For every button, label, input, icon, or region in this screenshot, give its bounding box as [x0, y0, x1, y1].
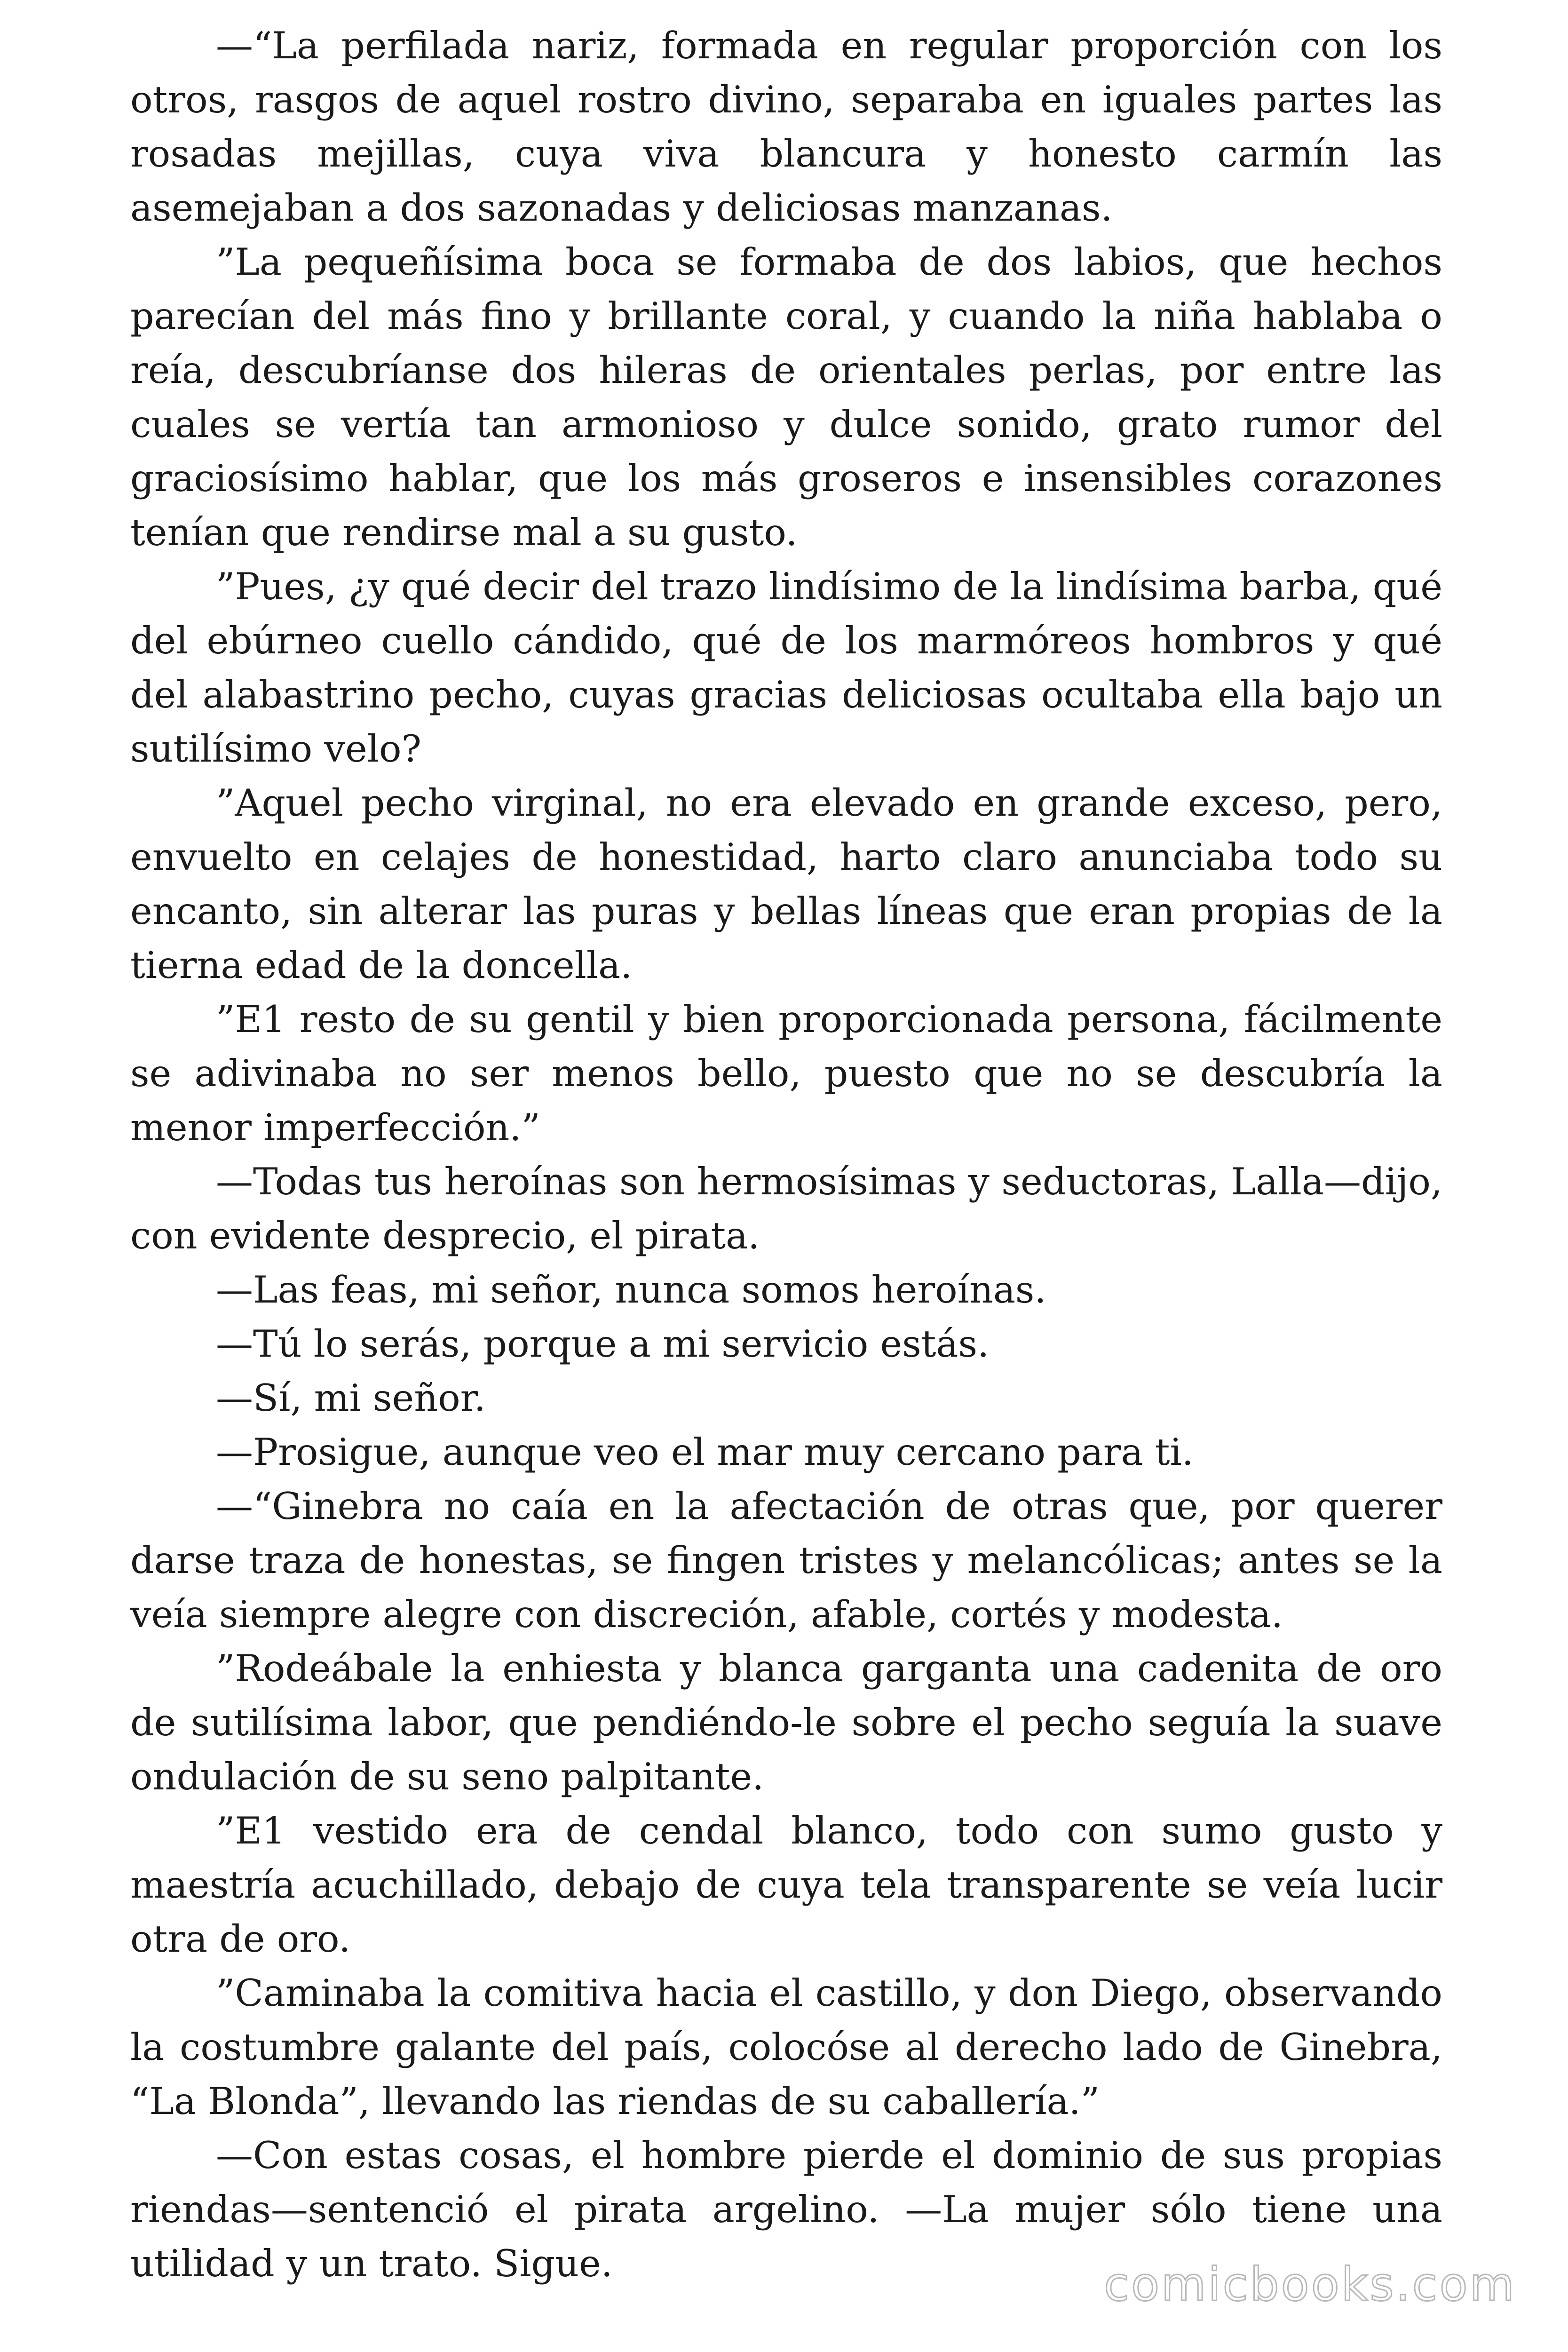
paragraph: ”Aquel pecho virginal, no era elevado en grande exceso, pero, envuelto en celajes de honestidad, harto claro anunciaba todo su encanto, sin alterar las puras y bellas líneas que eran propias de la tierna edad de la doncella. [130, 781, 1442, 987]
paragraph: ”Pues, ¿y qué decir del trazo lindísimo de la lindísima barba, qué del ebúrneo cuello cándido, qué de los marmóreos hombros y qué del alabastrino pecho, cuyas gracias deliciosas ocultaba ella bajo un sutilísimo velo? [130, 565, 1442, 771]
paragraph: —Tú lo serás, porque a mi servicio estás. [216, 1322, 990, 1366]
paragraph: ”Rodeábale la enhiesta y blanca garganta una cadenita de oro de sutilísima labor, que pendiéndo-le sobre el pecho seguía la suave ondulación de su seno palpitante. [130, 1647, 1442, 1798]
paragraph: —Todas tus heroínas son hermosísimas y seductoras, Lalla—dijo, con evidente desprecio, el pirata. [130, 1160, 1442, 1257]
paragraph: —Sí, mi señor. [216, 1376, 486, 1420]
paragraph: ”La pequeñísima boca se formaba de dos labios, que hechos parecían del más fino y brillante coral, y cuando la niña hablaba o reía, descubríanse dos hileras de orientales perlas, por entre las cuales se vertía tan armonioso y dulce sonido, grato rumor del graciosísimo hablar, que los más groseros e insensibles corazones tenían que rendirse mal a su gusto. [130, 240, 1442, 554]
paragraph: —Con estas cosas, el hombre pierde el dominio de sus propias riendas—sentenció el pirata argelino. —La mujer sólo tiene una utilidad y un trato. Sigue. [130, 2134, 1442, 2285]
paragraph: ”E1 vestido era de cendal blanco, todo con sumo gusto y maestría acuchillado, debajo de cuya tela transparente se veía lucir otra de oro. [130, 1809, 1442, 1961]
paragraph: —“La perfilada nariz, formada en regular proporción con los otros, rasgos de aquel rostro divino, separaba en iguales partes las rosadas mejillas, cuya viva blancura y honesto carmín las asemejaban a dos sazonadas y deliciosas manzanas. [130, 24, 1442, 230]
paragraph: ”Caminaba la comitiva hacia el castillo, y don Diego, observando la costumbre galante del país, colocóse al derecho lado de Ginebra, “La Blonda”, llevando las riendas de su caballería.” [130, 1971, 1442, 2123]
watermark: comicbooks.com [1104, 2258, 1516, 2312]
paragraph: —Las feas, mi señor, nunca somos heroínas. [216, 1268, 1046, 1311]
paragraph: —“Ginebra no caía en la afectación de otras que, por querer darse traza de honestas, se fingen tristes y melancólicas; antes se la veía siempre alegre con discreción, afable, cortés y modesta. [130, 1485, 1442, 1636]
paragraph: —Prosigue, aunque veo el mar muy cercano para ti. [216, 1430, 1194, 1474]
page-text [130, 19, 1442, 2291]
paragraph: ”E1 resto de su gentil y bien proporcionada persona, fácilmente se adivinaba no ser menos bello, puesto que no se descubría la menor imperfección.” [130, 998, 1442, 1149]
